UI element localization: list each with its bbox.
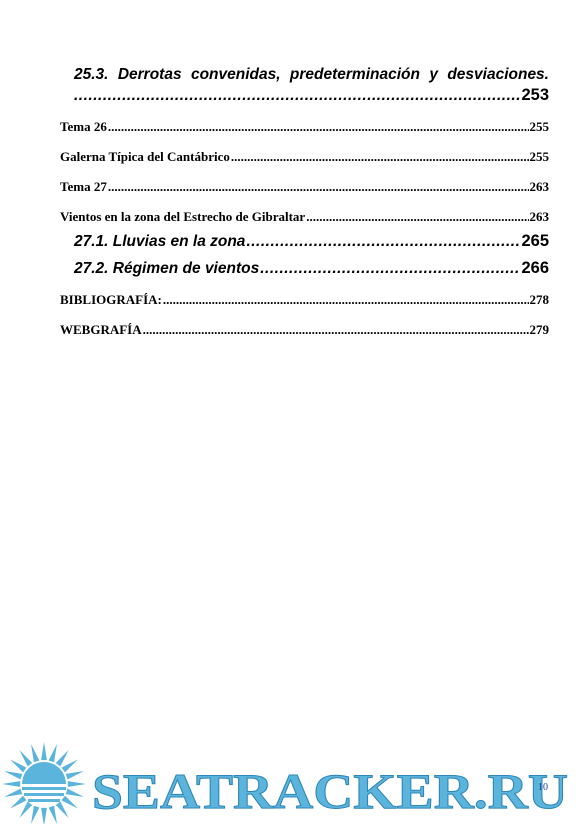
sun-ray — [31, 806, 39, 824]
sun-ray — [56, 750, 69, 766]
dot-leader — [246, 233, 520, 251]
toc-entry-title: 27.1. Lluvias en la zona — [74, 233, 246, 250]
sun-ray — [19, 802, 32, 818]
sun-ray — [10, 796, 26, 809]
page-number: 10 — [538, 782, 548, 793]
dot-leader — [108, 179, 529, 195]
toc-entry-25-3-leader[interactable] — [74, 86, 549, 105]
sun-icon — [2, 742, 86, 824]
toc-entry-27-2[interactable] — [74, 259, 549, 278]
toc-entry-title: BIBLIOGRAFÍA: — [60, 292, 162, 307]
toc-page-number: 266 — [521, 259, 549, 277]
toc-entry-bibliografia[interactable] — [60, 292, 549, 308]
sun-ray — [10, 759, 26, 772]
toc-entry-title: 27.2. Régimen de vientos — [74, 260, 260, 277]
sun-ray — [4, 789, 22, 797]
sun-ray — [19, 750, 32, 766]
toc-page-number: 263 — [529, 179, 549, 194]
sun-ray — [66, 771, 84, 779]
sun-ray — [62, 796, 78, 809]
sun-ray — [4, 771, 22, 779]
dot-leader — [231, 149, 529, 165]
toc-entry-tema-27[interactable] — [60, 179, 549, 195]
sun-ray — [31, 744, 39, 762]
toc-page-number: 279 — [529, 322, 549, 337]
toc-entry-galerna[interactable] — [60, 149, 549, 165]
sun-ray — [41, 742, 47, 760]
dot-leader — [306, 209, 528, 225]
sun-ray — [56, 802, 69, 818]
toc-entry-title: Vientos en la zona del Estrecho de Gibraltar — [60, 209, 306, 224]
sun-ray — [49, 806, 57, 824]
dot-leader — [74, 87, 520, 105]
toc-page-number: 265 — [521, 232, 549, 250]
seatracker-watermark-logo — [0, 740, 579, 824]
sun-ray — [62, 759, 78, 772]
toc-entry-webgrafia[interactable] — [60, 322, 549, 338]
toc-page-number: 263 — [529, 209, 549, 224]
toc-page-number: 255 — [529, 119, 549, 134]
dot-leader — [163, 292, 529, 308]
toc-entry-vientos[interactable] — [60, 209, 549, 225]
toc-entry-27-1[interactable] — [74, 232, 549, 251]
toc-entry-title: Tema 27 — [60, 179, 107, 194]
dot-leader — [143, 322, 529, 338]
toc-entry-tema-26[interactable] — [60, 119, 549, 135]
dot-leader — [260, 260, 520, 278]
sun-ray — [49, 744, 57, 762]
toc-entry-title: WEBGRAFÍA — [60, 322, 142, 337]
sun-ray — [68, 781, 86, 787]
sun-ray — [66, 789, 84, 797]
toc-page-number: 255 — [529, 149, 549, 164]
toc-entry-25-3-title[interactable] — [74, 66, 549, 84]
sun-ray — [2, 781, 20, 787]
dot-leader — [108, 119, 529, 135]
toc-page-number: 253 — [521, 86, 549, 104]
watermark-text: SEATRACKER.RU — [92, 763, 568, 819]
toc-entry-title: 25.3. Derrotas convenidas, predeterminación y desviaciones. — [74, 66, 549, 83]
toc-entry-title: Galerna Típica del Cantábrico — [60, 149, 230, 164]
toc-entry-title: Tema 26 — [60, 119, 107, 134]
sun-ray — [41, 808, 47, 824]
toc-page-number: 278 — [529, 292, 549, 307]
